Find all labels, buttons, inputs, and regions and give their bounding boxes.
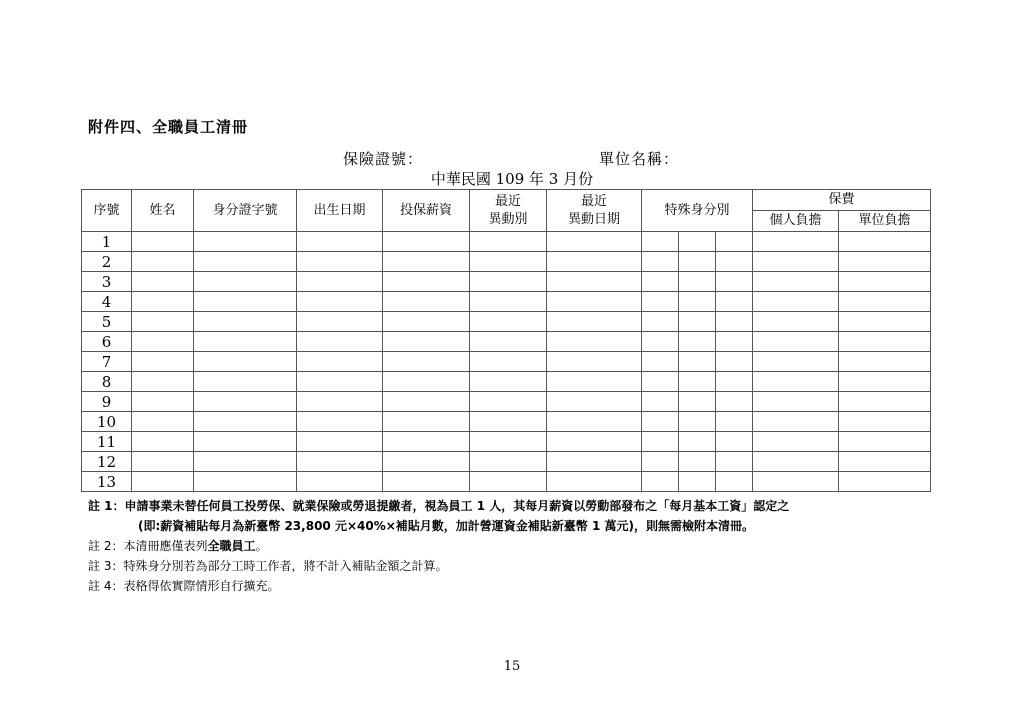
table-cell xyxy=(642,292,679,312)
table-cell xyxy=(679,272,716,292)
insurance-number-label: 保險證號： xyxy=(343,150,424,168)
header-special-status: 特殊身分別 xyxy=(642,190,753,232)
row-seq-number: 9 xyxy=(82,392,132,412)
table-row xyxy=(82,232,931,252)
table-cell xyxy=(383,412,470,432)
table-cell xyxy=(383,452,470,472)
table-cell xyxy=(470,312,547,332)
table-cell xyxy=(297,312,383,332)
table-cell xyxy=(716,352,753,372)
page-number: 15 xyxy=(503,659,521,674)
header-insured-salary: 投保薪資 xyxy=(383,190,470,232)
table-cell xyxy=(194,412,297,432)
table-cell xyxy=(547,472,642,492)
table-cell xyxy=(716,452,753,472)
table-cell xyxy=(470,352,547,372)
row-seq-number: 10 xyxy=(82,412,132,432)
roster-body xyxy=(82,232,931,492)
note-1-line-1: 註 1：申請事業未替任何員工投勞保、就業保險或勞退提繳者，視為員工 1 人，其每月薪資以勞動部發布之「每月基本工資」認定之 xyxy=(88,499,790,513)
table-cell xyxy=(470,232,547,252)
table-row xyxy=(82,412,931,432)
table-cell xyxy=(132,352,194,372)
note-1-line-2: (即:薪資補貼每月為新臺幣 23,800 元×40%×補貼月數，加計營運資金補貼新臺幣 1 萬元)，則無需檢附本清冊。 xyxy=(138,519,754,533)
table-cell xyxy=(642,432,679,452)
table-cell xyxy=(679,352,716,372)
row-seq-number: 11 xyxy=(82,432,132,452)
table-cell xyxy=(297,412,383,432)
table-cell xyxy=(679,292,716,312)
table-cell xyxy=(839,292,931,312)
table-cell xyxy=(132,472,194,492)
table-cell xyxy=(383,352,470,372)
table-cell xyxy=(547,272,642,292)
table-cell xyxy=(297,232,383,252)
table-cell xyxy=(753,392,839,412)
table-cell xyxy=(132,292,194,312)
table-row xyxy=(82,392,931,412)
table-row xyxy=(82,252,931,272)
row-seq-number: 3 xyxy=(82,272,132,292)
table-cell xyxy=(642,252,679,272)
table-cell xyxy=(679,452,716,472)
table-cell xyxy=(132,332,194,352)
table-cell xyxy=(679,232,716,252)
unit-name-label: 單位名稱： xyxy=(599,150,680,168)
table-cell xyxy=(679,312,716,332)
table-cell xyxy=(383,372,470,392)
header-change-date-bottom: 異動日期 xyxy=(567,211,620,227)
table-row xyxy=(82,452,931,472)
report-period: 中華民國 109 年 3 月份 xyxy=(430,170,594,188)
row-seq-number: 1 xyxy=(82,232,132,252)
table-cell xyxy=(194,232,297,252)
table-cell xyxy=(132,232,194,252)
table-cell xyxy=(642,452,679,472)
row-seq-number: 13 xyxy=(82,472,132,492)
table-cell xyxy=(470,452,547,472)
table-cell xyxy=(132,432,194,452)
table-cell xyxy=(194,272,297,292)
table-cell xyxy=(383,472,470,492)
table-cell xyxy=(716,232,753,252)
table-cell xyxy=(642,352,679,372)
table-cell xyxy=(132,312,194,332)
table-cell xyxy=(470,412,547,432)
table-cell xyxy=(716,312,753,332)
note-2 xyxy=(88,536,789,556)
table-row xyxy=(82,372,931,392)
header-employer-share: 單位負擔 xyxy=(839,211,931,232)
table-cell xyxy=(547,232,642,252)
header-premium: 保費 xyxy=(753,190,931,211)
table-cell xyxy=(716,252,753,272)
table-cell xyxy=(470,472,547,492)
document-title: 附件四、全職員工清冊 xyxy=(88,118,249,136)
header-name: 姓名 xyxy=(132,190,194,232)
header-change-type xyxy=(470,190,547,232)
table-row xyxy=(82,472,931,492)
table-cell xyxy=(716,472,753,492)
table-cell xyxy=(839,412,931,432)
table-cell xyxy=(194,392,297,412)
notes-section xyxy=(88,496,789,596)
table-cell xyxy=(297,472,383,492)
table-cell xyxy=(679,332,716,352)
header-change-type-top: 最近 xyxy=(494,193,521,209)
table-cell xyxy=(642,392,679,412)
header-change-date xyxy=(547,190,642,232)
table-cell xyxy=(716,272,753,292)
table-cell xyxy=(716,332,753,352)
table-cell xyxy=(716,392,753,412)
note-4: 註 4：表格得依實際情形自行擴充。 xyxy=(88,579,280,593)
table-cell xyxy=(642,232,679,252)
table-cell xyxy=(753,252,839,272)
table-cell xyxy=(839,392,931,412)
table-cell xyxy=(547,372,642,392)
table-cell xyxy=(753,432,839,452)
table-cell xyxy=(679,252,716,272)
table-cell xyxy=(297,392,383,412)
note-2-suffix: 。 xyxy=(255,539,268,553)
table-row xyxy=(82,332,931,352)
table-cell xyxy=(547,432,642,452)
table-cell xyxy=(194,292,297,312)
table-cell xyxy=(642,272,679,292)
table-cell xyxy=(547,332,642,352)
table-cell xyxy=(753,372,839,392)
table-cell xyxy=(642,372,679,392)
table-cell xyxy=(194,432,297,452)
table-cell xyxy=(194,332,297,352)
table-cell xyxy=(547,292,642,312)
table-cell xyxy=(383,272,470,292)
table-cell xyxy=(642,412,679,432)
header-birth-date: 出生日期 xyxy=(297,190,383,232)
table-cell xyxy=(470,332,547,352)
table-cell xyxy=(679,472,716,492)
row-seq-number: 12 xyxy=(82,452,132,472)
table-cell xyxy=(383,312,470,332)
table-cell xyxy=(383,392,470,412)
table-cell xyxy=(839,332,931,352)
table-cell xyxy=(679,372,716,392)
table-cell xyxy=(297,252,383,272)
table-row xyxy=(82,352,931,372)
header-change-date-top: 最近 xyxy=(580,193,607,209)
table-cell xyxy=(642,312,679,332)
table-cell xyxy=(753,272,839,292)
table-cell xyxy=(839,432,931,452)
table-cell xyxy=(753,232,839,252)
table-cell xyxy=(194,252,297,272)
table-cell xyxy=(679,392,716,412)
table-cell xyxy=(194,312,297,332)
table-cell xyxy=(194,472,297,492)
table-cell xyxy=(132,272,194,292)
employee-roster-table xyxy=(81,189,931,492)
table-cell xyxy=(132,412,194,432)
header-seq: 序號 xyxy=(82,190,132,232)
table-cell xyxy=(679,412,716,432)
table-cell xyxy=(716,292,753,312)
table-cell xyxy=(753,472,839,492)
table-cell xyxy=(383,252,470,272)
table-row xyxy=(82,292,931,312)
table-cell xyxy=(839,272,931,292)
table-cell xyxy=(383,432,470,452)
table-cell xyxy=(297,432,383,452)
header-change-type-bottom: 異動別 xyxy=(488,211,528,227)
table-cell xyxy=(753,312,839,332)
table-row xyxy=(82,312,931,332)
table-cell xyxy=(753,412,839,432)
table-cell xyxy=(470,432,547,452)
row-seq-number: 6 xyxy=(82,332,132,352)
table-cell xyxy=(839,472,931,492)
table-cell xyxy=(753,452,839,472)
table-cell xyxy=(716,372,753,392)
table-cell xyxy=(547,252,642,272)
row-seq-number: 7 xyxy=(82,352,132,372)
table-row xyxy=(82,272,931,292)
note-2-emphasis: 全職員工 xyxy=(207,539,256,553)
table-cell xyxy=(839,372,931,392)
table-cell xyxy=(470,272,547,292)
table-cell xyxy=(547,312,642,332)
row-seq-number: 5 xyxy=(82,312,132,332)
table-cell xyxy=(839,352,931,372)
table-cell xyxy=(132,372,194,392)
table-cell xyxy=(470,252,547,272)
note-3: 註 3：特殊身分別若為部分工時工作者，將不計入補貼金額之計算。 xyxy=(88,559,448,573)
table-cell xyxy=(132,252,194,272)
table-cell xyxy=(470,292,547,312)
table-cell xyxy=(839,452,931,472)
table-cell xyxy=(753,352,839,372)
table-cell xyxy=(194,452,297,472)
table-cell xyxy=(642,472,679,492)
table-cell xyxy=(716,432,753,452)
table-cell xyxy=(297,292,383,312)
table-cell xyxy=(383,332,470,352)
table-cell xyxy=(753,332,839,352)
table-cell xyxy=(470,372,547,392)
table-cell xyxy=(132,452,194,472)
row-seq-number: 2 xyxy=(82,252,132,272)
table-cell xyxy=(297,372,383,392)
table-cell xyxy=(194,352,297,372)
table-cell xyxy=(839,252,931,272)
table-cell xyxy=(547,392,642,412)
row-seq-number: 8 xyxy=(82,372,132,392)
header-id-number: 身分證字號 xyxy=(194,190,297,232)
table-cell xyxy=(297,352,383,372)
note-2-prefix: 註 2：本清冊應僅表列 xyxy=(88,539,208,553)
table-cell xyxy=(194,372,297,392)
table-cell xyxy=(753,292,839,312)
table-cell xyxy=(470,392,547,412)
table-row xyxy=(82,432,931,452)
row-seq-number: 4 xyxy=(82,292,132,312)
table-cell xyxy=(547,352,642,372)
table-cell xyxy=(383,292,470,312)
table-cell xyxy=(716,412,753,432)
table-cell xyxy=(297,272,383,292)
table-cell xyxy=(679,432,716,452)
table-cell xyxy=(132,392,194,412)
header-personal-share: 個人負擔 xyxy=(753,211,839,232)
table-cell xyxy=(297,452,383,472)
table-cell xyxy=(547,452,642,472)
table-cell xyxy=(547,412,642,432)
table-cell xyxy=(642,332,679,352)
table-cell xyxy=(383,232,470,252)
table-cell xyxy=(839,232,931,252)
table-cell xyxy=(839,312,931,332)
table-cell xyxy=(297,332,383,352)
